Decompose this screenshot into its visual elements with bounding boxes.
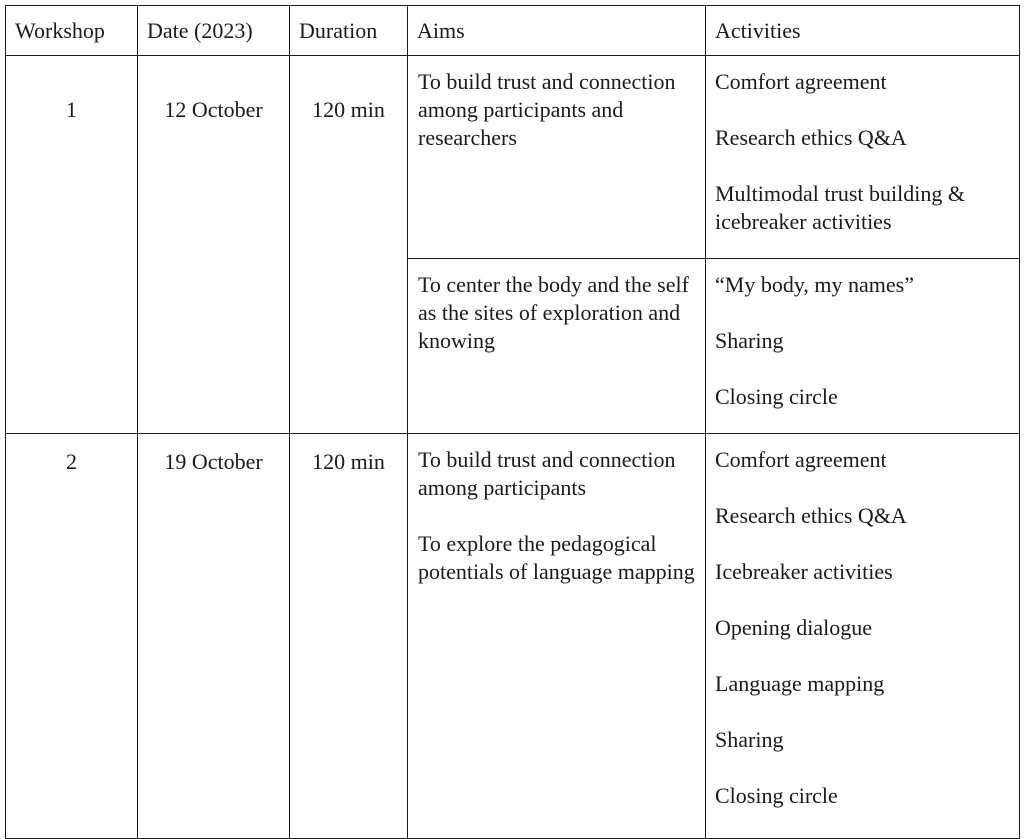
header-date: Date (2023) [138,6,290,56]
workshop-number: 1 [6,56,138,434]
workshop-date: 12 October [138,56,290,434]
aims-cell [408,434,706,839]
aim-text: To build trust and connection among participants and researchers [418,69,676,150]
workshop-duration: 120 min [290,56,408,434]
activities-list [715,446,1011,810]
workshop-date: 19 October [138,434,290,839]
aims-cell [408,259,706,434]
aims-cell [408,56,706,259]
aim-text: To build trust and connection among participants [418,447,676,500]
activity-item: Research ethics Q&A [715,125,907,150]
activity-item: Multimodal trust building & icebreaker activities [715,181,965,234]
activities-cell [706,259,1020,434]
aim-spacer [418,502,696,530]
workshop-duration: 120 min [290,434,408,839]
activity-item: Closing circle [715,384,838,409]
activities-cell [706,434,1020,839]
activity-item: Language mapping [715,671,885,696]
activities-list [715,271,1011,411]
activities-list [715,68,1011,236]
header-workshop: Workshop [6,6,138,56]
header-aims: Aims [408,6,706,56]
table-row [6,434,1020,839]
activity-item: Opening dialogue [715,615,873,640]
aim-text: To explore the pedagogical potentials of language mapping [418,531,695,584]
activities-cell [706,56,1020,259]
activity-item: Comfort agreement [715,69,887,94]
activity-item: “My body, my names” [715,272,914,297]
activity-item: Icebreaker activities [715,559,893,584]
header-activities: Activities [706,6,1020,56]
workshop-number: 2 [6,434,138,839]
table-header-row [6,6,1020,56]
activity-item: Sharing [715,328,784,353]
aim-text: To center the body and the self as the sites of exploration and knowing [418,272,689,353]
workshop-table [5,5,1020,839]
activity-item: Closing circle [715,783,838,808]
header-duration: Duration [290,6,408,56]
activity-item: Comfort agreement [715,447,887,472]
table-row [6,56,1020,259]
activity-item: Research ethics Q&A [715,503,907,528]
activity-item: Sharing [715,727,784,752]
